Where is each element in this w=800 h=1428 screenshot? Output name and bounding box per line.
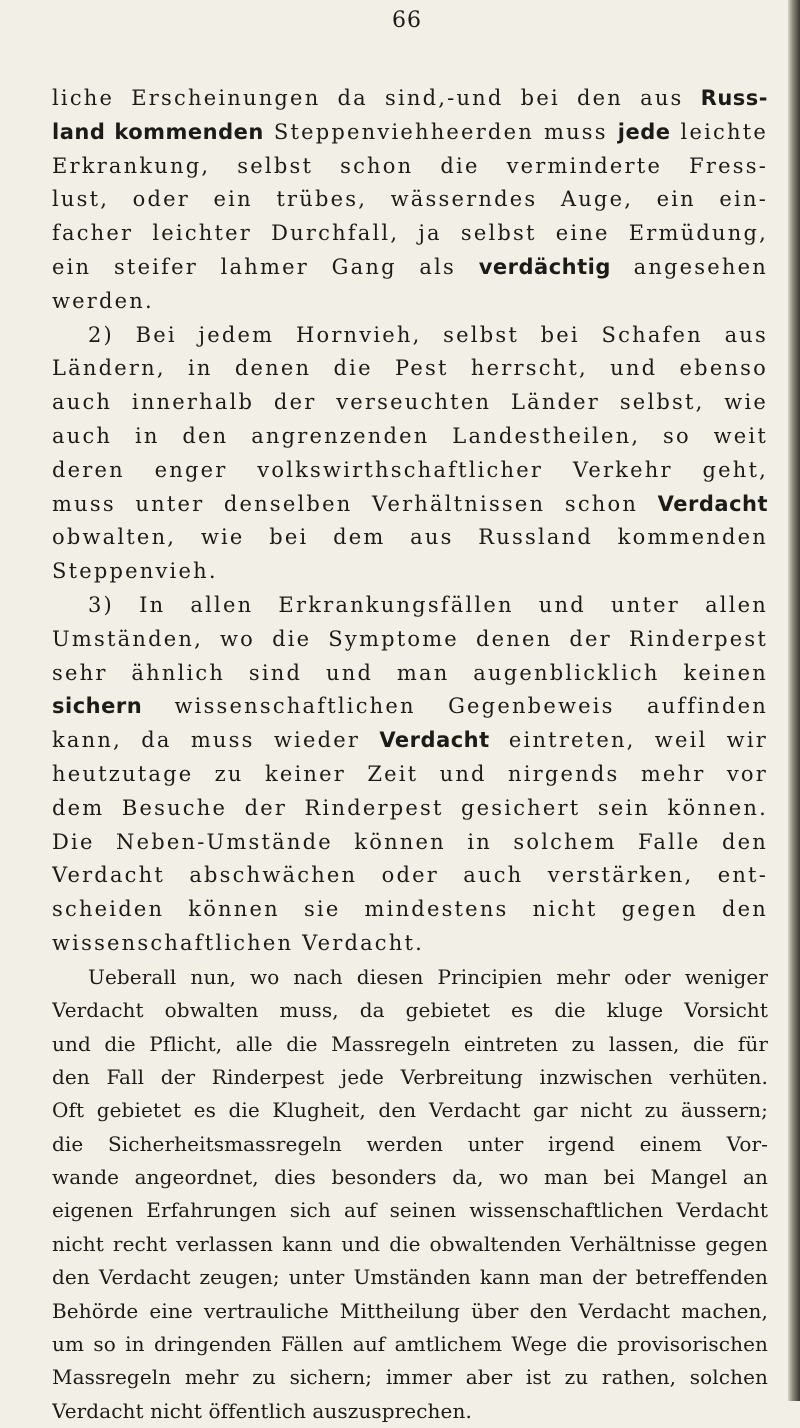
- text-run: eintreten, weil wir: [489, 728, 768, 753]
- text-line: 3) In allen Erkrankungsfällen und unter allen: [88, 592, 768, 617]
- text-run: leichte: [670, 119, 768, 144]
- text-line: Verdacht nicht öffentlich auszusprechen.: [52, 1398, 472, 1423]
- text-line: und die Pflicht, alle die Massregeln eintreten zu lassen, die für: [52, 1031, 768, 1056]
- text-line: nicht recht verlassen kann und die obwaltenden Verhältnisse gegen: [52, 1231, 768, 1256]
- text-line: Ueberall nun, wo nach diesen Principien mehr oder weniger: [88, 964, 768, 989]
- text-line: die Sicherheitsmassregeln werden unter irgend einem Vor-: [52, 1131, 768, 1156]
- emphasis: Verdacht: [379, 728, 490, 753]
- text-run: angesehen: [610, 254, 768, 279]
- text-line: den Fall der Rinderpest jede Verbreitung inzwischen verhüten.: [52, 1064, 768, 1089]
- text-line: [52, 82, 768, 116]
- text-run: kann, da muss wieder: [52, 728, 380, 753]
- text-line: auch in den angrenzenden Landestheilen, so weit: [52, 423, 768, 448]
- spaced-section: [52, 82, 768, 961]
- emphasis: Verdacht: [657, 491, 768, 516]
- text-line: Steppenvieh.: [52, 559, 218, 584]
- text-line: [52, 116, 768, 150]
- text-line: Die Neben-Umstände können in solchem Falle den: [52, 829, 768, 854]
- text-line: scheiden können sie mindestens nicht gegen den: [52, 897, 768, 922]
- text-line: [52, 724, 768, 758]
- text-line: 2) Bei jedem Hornvieh, selbst bei Schafen aus: [88, 322, 768, 347]
- text-line: wissenschaftlichen Verdacht.: [52, 930, 425, 955]
- text-line: eigenen Erfahrungen sich auf seinen wissenschaftlichen Verdacht: [52, 1198, 768, 1223]
- text-line: [52, 690, 768, 724]
- text-line: wande angeordnet, dies besonders da, wo man bei Mangel an: [52, 1165, 768, 1190]
- normal-section: [52, 961, 768, 1428]
- text-line: facher leichter Durchfall, ja selbst eine Ermüdung,: [52, 221, 768, 246]
- text-line: auch innerhalb der verseuchten Länder selbst, wie: [52, 390, 768, 415]
- emphasis: land kommenden: [52, 119, 264, 144]
- text-run: wissenschaftlichen Gegenbeweis auffinden: [142, 694, 768, 719]
- text-line: Behörde eine vertrauliche Mittheilung über den Verdacht machen,: [52, 1298, 768, 1323]
- text-line: [52, 488, 768, 522]
- text-line: Erkrankung, selbst schon die verminderte Fress-: [52, 153, 768, 178]
- text-line: deren enger volkswirthschaftlicher Verkehr geht,: [52, 457, 768, 482]
- text-line: Ländern, in denen die Pest herrscht, und ebenso: [52, 356, 768, 381]
- text-line: um so in dringenden Fällen auf amtlichem Wege die provisorischen: [52, 1332, 768, 1357]
- text-line: dem Besuche der Rinderpest gesichert sein können.: [52, 795, 768, 820]
- text-line: Oft gebietet es die Klugheit, den Verdacht gar nicht zu äussern;: [52, 1098, 768, 1123]
- page-text: [52, 82, 768, 1428]
- text-line: Umständen, wo die Symptome denen der Rinderpest: [52, 626, 768, 651]
- text-run: Steppenviehheerden muss: [263, 119, 618, 144]
- text-run: liche Erscheinungen da sind,-und bei den aus: [52, 86, 701, 110]
- text-line: heutzutage zu keiner Zeit und nirgends mehr vor: [52, 761, 768, 786]
- emphasis: jede: [617, 119, 671, 144]
- text-line: werden.: [52, 288, 154, 313]
- emphasis: verdächtig: [478, 254, 611, 279]
- text-line: lust, oder ein trübes, wässerndes Auge, ein ein-: [52, 187, 768, 212]
- text-line: [52, 251, 768, 285]
- text-run: ein steifer lahmer Gang als: [52, 254, 479, 279]
- page-number: 66: [392, 8, 422, 33]
- page-edge: [788, 0, 800, 1401]
- emphasis: Russ-: [700, 86, 768, 110]
- text-line: den Verdacht zeugen; unter Umständen kann man der betreffenden: [52, 1265, 768, 1290]
- emphasis: sichern: [52, 694, 143, 719]
- text-line: sehr ähnlich sind und man augenblicklich keinen: [52, 660, 768, 685]
- text-line: Verdacht abschwächen oder auch verstärken, ent-: [52, 863, 768, 888]
- text-line: Verdacht obwalten muss, da gebietet es die kluge Vorsicht: [52, 998, 768, 1023]
- text-run: muss unter denselben Verhältnissen schon: [52, 491, 658, 516]
- text-line: obwalten, wie bei dem aus Russland kommenden: [52, 525, 768, 550]
- text-line: Massregeln mehr zu sichern; immer aber ist zu rathen, solchen: [52, 1365, 768, 1390]
